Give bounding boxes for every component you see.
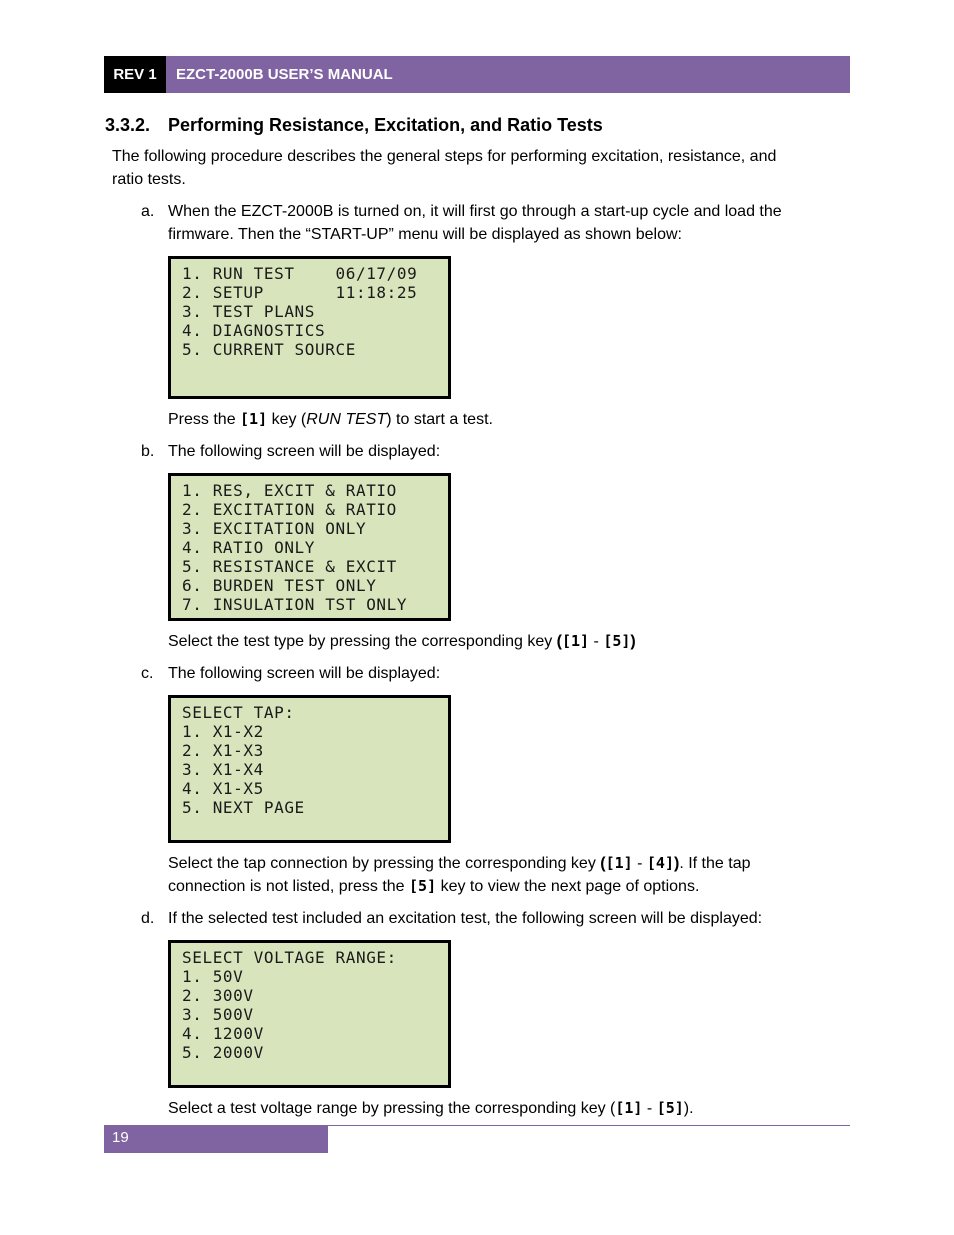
step-a-instruction: Press the [1] key (RUN TEST) to start a test. <box>168 410 493 428</box>
lcd-line: 7. INSULATION TST ONLY <box>182 595 408 614</box>
lcd-line: SELECT TAP: <box>182 703 295 722</box>
key-label: [5] <box>409 877 437 895</box>
key-label: [1] <box>615 1099 643 1117</box>
manual-title: EZCT-2000B USER’S MANUAL <box>176 66 393 83</box>
lcd-line: 2. SETUP 11:18:25 <box>182 283 418 302</box>
lcd-line: 5. NEXT PAGE <box>182 798 305 817</box>
lcd-line: 1. 50V <box>182 967 244 986</box>
step-c-letter: c. <box>141 665 154 682</box>
step-a-letter: a. <box>141 203 155 220</box>
section-title: Performing Resistance, Excitation, and Ratio Tests <box>168 115 603 135</box>
lcd-line: 5. CURRENT SOURCE <box>182 340 356 359</box>
intro-line-2: ratio tests. <box>112 171 186 188</box>
lcd-line: 4. DIAGNOSTICS <box>182 321 326 340</box>
step-a-line-2: firmware. Then the “START-UP” menu will be displayed as shown below: <box>168 226 682 243</box>
lcd-select-tap-menu <box>168 695 451 843</box>
lcd-voltage-range-menu <box>168 940 451 1088</box>
lcd-line: 3. EXCITATION ONLY <box>182 519 367 538</box>
key-label: [1] <box>240 410 268 428</box>
lcd-startup-menu <box>168 256 451 399</box>
revision-label: REV 1 <box>104 56 166 93</box>
lcd-line: 2. 300V <box>182 986 254 1005</box>
lcd-line: 3. 500V <box>182 1005 254 1024</box>
lcd-line: 1. X1-X2 <box>182 722 264 741</box>
key-label: [4] <box>646 854 674 872</box>
step-d-instruction: Select a test voltage range by pressing the corresponding key ([1] - [5]). <box>168 1099 694 1117</box>
step-c-line-1: The following screen will be displayed: <box>168 665 441 682</box>
page-number: 19 <box>112 1129 129 1146</box>
page-header <box>104 56 850 93</box>
lcd-line: 3. TEST PLANS <box>182 302 316 321</box>
lcd-test-type-menu <box>168 473 451 621</box>
lcd-line: 2. X1-X3 <box>182 741 264 760</box>
lcd-line: 6. BURDEN TEST ONLY <box>182 576 377 595</box>
key-label: [1] <box>562 632 590 650</box>
lcd-line: SELECT VOLTAGE RANGE: <box>182 948 397 967</box>
section-number: 3.3.2. <box>105 115 151 135</box>
lcd-line: 3. X1-X4 <box>182 760 264 779</box>
lcd-line: 5. RESISTANCE & EXCIT <box>182 557 397 576</box>
step-d-line-1: If the selected test included an excitation test, the following screen will be displayed: <box>168 910 763 927</box>
lcd-line: 2. EXCITATION & RATIO <box>182 500 397 519</box>
step-b-line-1: The following screen will be displayed: <box>168 443 441 460</box>
page-footer <box>104 1126 328 1153</box>
lcd-line: 4. RATIO ONLY <box>182 538 316 557</box>
lcd-line: 4. X1-X5 <box>182 779 264 798</box>
step-a-line-1: When the EZCT-2000B is turned on, it will first go through a start-up cycle and load the <box>168 203 782 220</box>
lcd-line: 4. 1200V <box>182 1024 264 1043</box>
key-label: [5] <box>603 632 631 650</box>
lcd-line: 1. RUN TEST 06/17/09 <box>182 264 418 283</box>
step-c-instruction-1: Select the tap connection by pressing the corresponding key ([1] - [4]). If the tap <box>168 854 751 872</box>
step-b-instruction: Select the test type by pressing the corresponding key ([1] - [5]) <box>168 632 636 650</box>
lcd-line: 1. RES, EXCIT & RATIO <box>182 481 397 500</box>
intro-line-1: The following procedure describes the general steps for performing excitation, resistance, and <box>112 148 777 165</box>
key-label: [1] <box>605 854 633 872</box>
key-label: [5] <box>656 1099 684 1117</box>
section-heading <box>105 115 603 136</box>
step-b-letter: b. <box>141 443 155 460</box>
step-d-letter: d. <box>141 910 155 927</box>
step-c-instruction-2: connection is not listed, press the [5] key to view the next page of options. <box>168 877 700 895</box>
lcd-line: 5. 2000V <box>182 1043 264 1062</box>
